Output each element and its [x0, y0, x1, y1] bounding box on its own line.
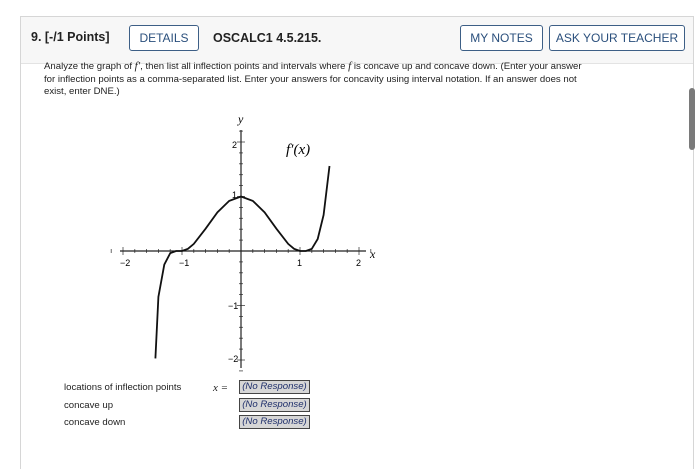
x-equals-label — [213, 382, 228, 394]
prompt-text: is concave up and concave down. (Enter your answer — [351, 61, 582, 72]
y-tick-label: 1 — [232, 190, 238, 200]
prompt-text: Analyze the graph of — [44, 61, 135, 72]
fprime-symbol: f′ — [134, 60, 141, 72]
x-tick-label: −2 — [120, 258, 131, 268]
scrollbar[interactable] — [689, 88, 695, 150]
x-axis-label: x — [370, 247, 376, 261]
prompt-text: , then list all inflection points and intervals where — [140, 61, 349, 72]
assignment-code: OSCALC1 4.5.215. — [213, 31, 322, 45]
inflection-label: locations of inflection points — [64, 382, 182, 393]
y-tick-label: −1 — [228, 301, 239, 311]
details-button[interactable]: DETAILS — [129, 25, 199, 51]
concave-up-label: concave up — [64, 400, 114, 411]
x-equals-text: x = — [213, 382, 229, 394]
inflection-response-field[interactable]: (No Response) — [239, 380, 310, 394]
function-label: f′(x) — [286, 142, 311, 158]
my-notes-button[interactable]: MY NOTES — [460, 25, 543, 51]
x-tick-label: 1 — [297, 258, 303, 268]
question-number: 9. [-/1 Points] — [31, 30, 110, 44]
concave-down-response-field[interactable]: (No Response) — [239, 415, 310, 429]
ask-teacher-button[interactable]: ASK YOUR TEACHER — [549, 25, 685, 51]
y-tick-label: 2 — [232, 140, 238, 150]
concave-up-response-field[interactable]: (No Response) — [239, 398, 310, 412]
x-tick-label: −1 — [179, 258, 190, 268]
f-symbol: f — [348, 60, 352, 72]
prompt-text: for inflection points as a comma-separated list. Enter your answers for concavity using interval notation. If an answer does not — [44, 73, 577, 85]
y-tick-label: −2 — [228, 354, 239, 364]
prompt-text: exist, enter DNE.) — [44, 86, 120, 98]
y-axis-label: y — [238, 112, 244, 126]
concave-down-label: concave down — [64, 417, 126, 428]
x-tick-label: 2 — [356, 258, 362, 268]
